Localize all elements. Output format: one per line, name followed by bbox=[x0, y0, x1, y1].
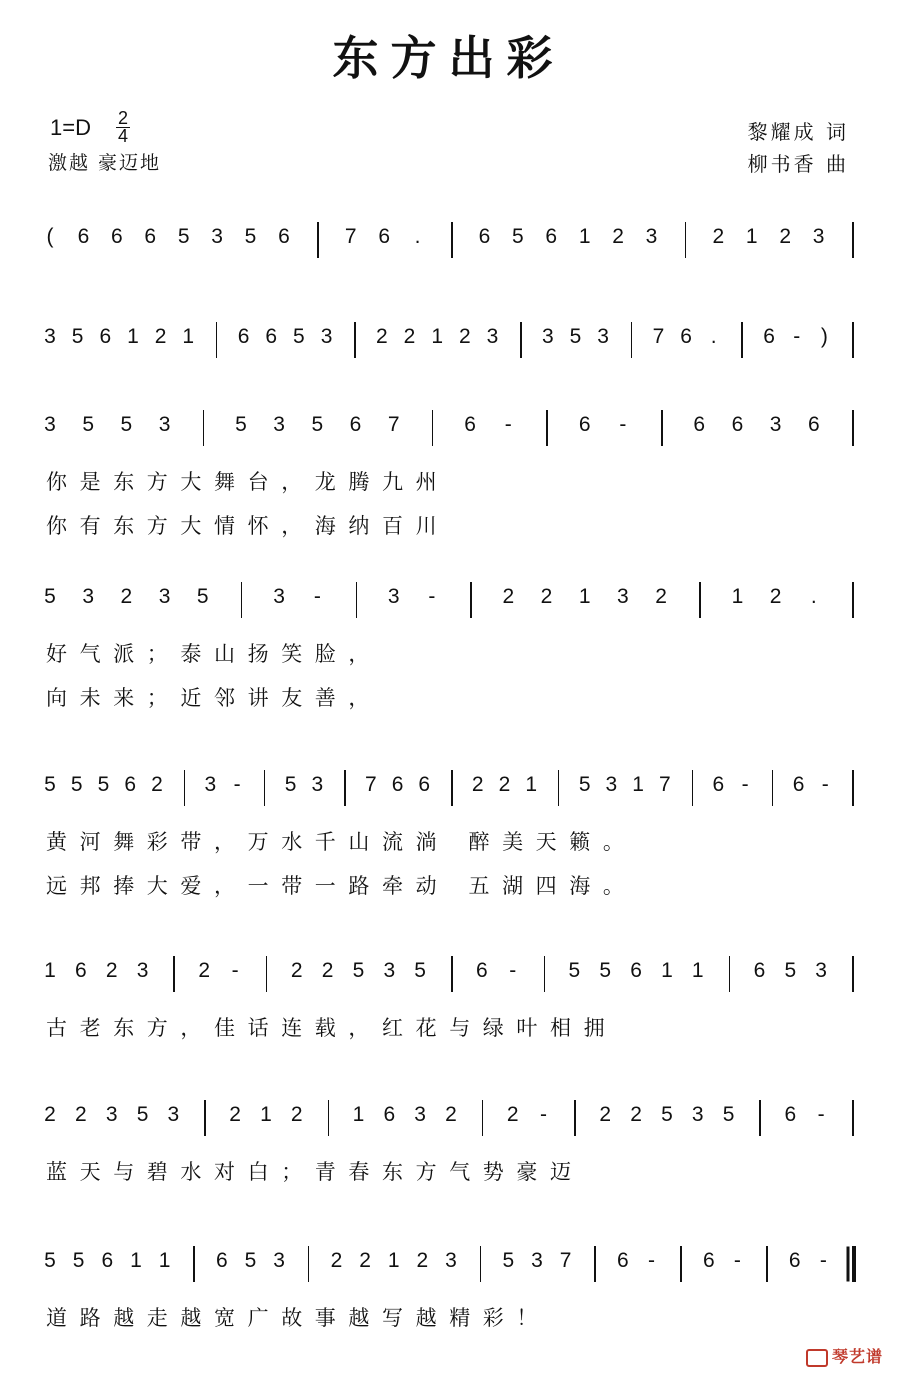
barline bbox=[480, 1246, 482, 1282]
note: 6 bbox=[763, 325, 775, 348]
note: 6 bbox=[807, 413, 820, 436]
note: 5 bbox=[599, 959, 612, 982]
final-barline bbox=[852, 1246, 856, 1282]
note: 5 bbox=[196, 585, 209, 608]
time-signature bbox=[116, 110, 130, 145]
note: 6 bbox=[75, 959, 87, 982]
note: 1 bbox=[352, 1103, 365, 1126]
watermark bbox=[806, 1344, 883, 1367]
barline bbox=[852, 410, 854, 446]
lyric-line-verse-2 bbox=[0, 682, 897, 712]
note: 5 bbox=[568, 959, 581, 982]
note: - bbox=[821, 773, 829, 796]
note: 5 bbox=[97, 773, 110, 796]
lyric-line-verse-1 bbox=[0, 638, 897, 668]
note: 6 bbox=[753, 959, 766, 982]
lyric-text: 蓝天与碧水对白；青春东方气势豪迈 bbox=[46, 1160, 584, 1184]
note: 7 bbox=[364, 773, 377, 796]
barline bbox=[482, 1100, 484, 1136]
note: 2 bbox=[75, 1103, 87, 1126]
note: 6 bbox=[478, 225, 491, 248]
lyric-text: 古老东方，佳话连载，红花与绿叶相拥 bbox=[46, 1016, 618, 1040]
lyric-line-verse-1 bbox=[0, 466, 897, 496]
note: 5 bbox=[82, 413, 95, 436]
note: 3 bbox=[44, 325, 56, 348]
barline bbox=[741, 322, 743, 358]
note: 5 bbox=[311, 413, 324, 436]
note: 2 bbox=[290, 1103, 303, 1126]
note: 1 bbox=[525, 773, 538, 796]
note: 5 bbox=[661, 1103, 673, 1126]
note: 5 bbox=[136, 1103, 149, 1126]
barline bbox=[594, 1246, 596, 1282]
note: 6 bbox=[391, 773, 404, 796]
note: - bbox=[619, 413, 627, 436]
note: 3 bbox=[273, 585, 285, 608]
note: 2 bbox=[376, 325, 388, 348]
barline bbox=[203, 410, 205, 446]
note: 3 bbox=[597, 325, 609, 348]
note: 2 bbox=[655, 585, 667, 608]
note: - bbox=[504, 413, 512, 436]
barline bbox=[661, 410, 663, 446]
barline bbox=[574, 1100, 576, 1136]
note: 5 bbox=[44, 585, 56, 608]
note: 6 bbox=[378, 225, 390, 248]
note: 3 bbox=[815, 959, 827, 982]
note: 2 bbox=[229, 1103, 241, 1126]
note: 6 bbox=[216, 1249, 228, 1272]
note: 6 bbox=[349, 413, 362, 436]
note: 3 bbox=[211, 225, 223, 248]
note: 3 bbox=[273, 413, 285, 436]
barline bbox=[558, 770, 560, 806]
note: 1 bbox=[127, 325, 139, 348]
note: 2 bbox=[506, 1103, 519, 1126]
note: 3 bbox=[204, 773, 217, 796]
note: 6 bbox=[464, 413, 476, 436]
barline bbox=[173, 956, 175, 992]
note: 2 bbox=[630, 1103, 642, 1126]
note: 3 bbox=[486, 325, 499, 348]
note: 6 bbox=[237, 325, 250, 348]
note: 3 bbox=[769, 413, 782, 436]
lyric-text: 远邦捧大爱，一带一路牵动 五湖四海。 bbox=[46, 874, 637, 898]
note: 2 bbox=[612, 225, 624, 248]
note: 6 bbox=[702, 1249, 715, 1272]
barline bbox=[692, 770, 694, 806]
barline bbox=[685, 222, 687, 258]
note: 2 bbox=[321, 959, 334, 982]
key-and-time bbox=[50, 110, 130, 145]
barline bbox=[451, 956, 453, 992]
note: 3 bbox=[320, 325, 333, 348]
note: 2 bbox=[458, 325, 471, 348]
note: 6 bbox=[110, 225, 123, 248]
lyricist-credit: 黎耀成 词 bbox=[747, 120, 849, 144]
barline bbox=[852, 322, 854, 358]
note: 2 bbox=[471, 773, 484, 796]
song-title: 东方出彩 bbox=[332, 31, 565, 85]
barline bbox=[546, 410, 548, 446]
note: 6 bbox=[680, 325, 692, 348]
note: 2 bbox=[330, 1249, 343, 1272]
note: 3 bbox=[387, 585, 400, 608]
note: - bbox=[741, 773, 749, 796]
time-signature-bottom: 4 bbox=[117, 126, 128, 146]
lyric-line-verse-1 bbox=[0, 1302, 897, 1332]
note: 1 bbox=[158, 1249, 171, 1272]
note: 2 bbox=[416, 1249, 429, 1272]
barline bbox=[193, 1246, 195, 1282]
lyric-text: 道路越走越宽广故事越写越精彩！ bbox=[46, 1306, 550, 1330]
note: 6 bbox=[545, 225, 558, 248]
note: 6 bbox=[418, 773, 431, 796]
lyric-text: 你是东方大舞台，龙腾九州 bbox=[46, 470, 450, 494]
note: 1 bbox=[632, 773, 644, 796]
barline bbox=[204, 1100, 206, 1136]
note: 1 bbox=[260, 1103, 272, 1126]
note: 3 bbox=[617, 585, 629, 608]
note: 5 bbox=[511, 225, 524, 248]
note: - bbox=[648, 1249, 655, 1272]
barline bbox=[766, 1246, 768, 1282]
note: 3 bbox=[82, 585, 95, 608]
note: 1 bbox=[431, 325, 444, 348]
lyric-text: 黄河舞彩带，万水千山流淌 醉美天籁。 bbox=[46, 830, 637, 854]
note: 2 bbox=[779, 225, 791, 248]
note: 5 bbox=[177, 225, 190, 248]
barline bbox=[451, 222, 453, 258]
note: - bbox=[509, 959, 517, 982]
lyric-line-verse-1 bbox=[0, 1156, 897, 1186]
barline bbox=[852, 770, 854, 806]
barline bbox=[852, 1100, 854, 1136]
note: 6 bbox=[278, 225, 290, 248]
note: 1 bbox=[578, 225, 591, 248]
note: 6 bbox=[784, 1103, 797, 1126]
note: 2 bbox=[498, 773, 511, 796]
note: 3 bbox=[44, 413, 56, 436]
credits bbox=[748, 116, 849, 180]
notation-line bbox=[0, 592, 897, 632]
note: 3 bbox=[812, 225, 825, 248]
note: 5 bbox=[578, 773, 591, 796]
note: 2 bbox=[502, 585, 515, 608]
note: 5 bbox=[71, 325, 84, 348]
lyric-line-verse-1 bbox=[0, 1012, 897, 1042]
note: 3 bbox=[445, 1249, 457, 1272]
note: - bbox=[733, 1249, 741, 1272]
note: 7 bbox=[559, 1249, 572, 1272]
note: 1 bbox=[44, 959, 56, 982]
lyric-line-verse-1 bbox=[0, 826, 897, 856]
lyric-line-verse-2 bbox=[0, 870, 897, 900]
note: 6 bbox=[731, 413, 744, 436]
time-signature-top: 2 bbox=[117, 108, 128, 128]
barline bbox=[241, 582, 243, 618]
note: 5 bbox=[72, 1249, 85, 1272]
note: 1 bbox=[578, 585, 591, 608]
barline bbox=[266, 956, 268, 992]
note: 2 bbox=[154, 325, 167, 348]
barline bbox=[772, 770, 774, 806]
note: 6 bbox=[99, 325, 112, 348]
note: 7 bbox=[387, 413, 400, 436]
barline bbox=[356, 582, 358, 618]
barline bbox=[432, 410, 434, 446]
composer-credit: 柳书香 曲 bbox=[747, 152, 849, 176]
watermark-text: 琴艺谱 bbox=[831, 1347, 883, 1366]
note: 5 bbox=[293, 325, 305, 348]
note: 3 bbox=[531, 1249, 543, 1272]
note: - bbox=[231, 959, 239, 982]
note: . bbox=[710, 325, 717, 348]
tempo-marking: 激越 豪迈地 bbox=[48, 152, 162, 174]
note: 2 bbox=[445, 1103, 457, 1126]
note: 5 bbox=[502, 1249, 515, 1272]
note: 3 bbox=[414, 1103, 426, 1126]
note: 1 bbox=[745, 225, 758, 248]
note: 7 bbox=[344, 225, 357, 248]
note: 5 bbox=[244, 225, 257, 248]
note: 2 bbox=[105, 959, 118, 982]
lyric-text: 向未来；近邻讲友善， bbox=[46, 686, 382, 710]
note: 6 bbox=[712, 773, 725, 796]
note: 2 bbox=[290, 959, 303, 982]
note: 3 bbox=[541, 325, 554, 348]
note: . bbox=[414, 225, 421, 248]
note: 6 bbox=[792, 773, 805, 796]
note: 5 bbox=[244, 1249, 257, 1272]
note: 6 bbox=[578, 413, 591, 436]
note: 3 bbox=[167, 1103, 180, 1126]
note: 5 bbox=[722, 1103, 735, 1126]
barline bbox=[328, 1100, 330, 1136]
note: 2 bbox=[769, 585, 782, 608]
note: 6 bbox=[630, 959, 642, 982]
note: 5 bbox=[44, 1249, 56, 1272]
barline bbox=[308, 1246, 310, 1282]
note: 6 bbox=[77, 225, 90, 248]
barline bbox=[680, 1246, 682, 1282]
note: 6 bbox=[383, 1103, 396, 1126]
note: 1 bbox=[130, 1249, 142, 1272]
note: 3 bbox=[691, 1103, 704, 1126]
note: 1 bbox=[691, 959, 704, 982]
barline bbox=[729, 956, 731, 992]
note: 5 bbox=[569, 325, 582, 348]
note: - bbox=[428, 585, 436, 608]
notation-line bbox=[0, 420, 897, 460]
barline bbox=[184, 770, 186, 806]
barline bbox=[470, 582, 472, 618]
notation-line bbox=[0, 232, 897, 272]
note: 2 bbox=[540, 585, 553, 608]
note: - bbox=[233, 773, 241, 796]
barline bbox=[852, 956, 854, 992]
note: 2 bbox=[151, 773, 163, 796]
note: . bbox=[810, 585, 817, 608]
barline bbox=[354, 322, 356, 358]
barline bbox=[216, 322, 218, 358]
lyric-line-verse-2 bbox=[0, 510, 897, 540]
note: 6 bbox=[124, 773, 137, 796]
note: 3 bbox=[158, 585, 171, 608]
barline bbox=[852, 582, 854, 618]
barline bbox=[852, 222, 854, 258]
barline bbox=[699, 582, 701, 618]
note: 2 bbox=[599, 1103, 612, 1126]
note: 6 bbox=[788, 1249, 801, 1272]
watermark-logo-icon bbox=[806, 1349, 828, 1367]
barline bbox=[451, 770, 453, 806]
note: ( bbox=[46, 225, 54, 248]
note: - bbox=[819, 1249, 827, 1272]
note: 5 bbox=[784, 959, 797, 982]
note: 5 bbox=[120, 413, 133, 436]
note: 7 bbox=[659, 773, 671, 796]
note: 3 bbox=[311, 773, 324, 796]
note: 3 bbox=[105, 1103, 118, 1126]
barline bbox=[264, 770, 266, 806]
note: 2 bbox=[359, 1249, 371, 1272]
note: 6 bbox=[101, 1249, 114, 1272]
note: 2 bbox=[712, 225, 725, 248]
note: 3 bbox=[158, 413, 171, 436]
note: 1 bbox=[387, 1249, 400, 1272]
note: 1 bbox=[731, 585, 744, 608]
note: 5 bbox=[352, 959, 365, 982]
note: 5 bbox=[70, 773, 83, 796]
key-signature: 1=D bbox=[50, 114, 91, 140]
note: 1 bbox=[661, 959, 673, 982]
note: 5 bbox=[414, 959, 426, 982]
barline bbox=[631, 322, 633, 358]
barline bbox=[520, 322, 522, 358]
note: 5 bbox=[44, 773, 56, 796]
note: 2 bbox=[198, 959, 211, 982]
note: 3 bbox=[383, 959, 396, 982]
note: 3 bbox=[605, 773, 618, 796]
barline bbox=[317, 222, 319, 258]
note: 6 bbox=[144, 225, 157, 248]
note: 2 bbox=[120, 585, 133, 608]
barline bbox=[759, 1100, 761, 1136]
note: 2 bbox=[403, 325, 416, 348]
note: 1 bbox=[182, 325, 195, 348]
note: 6 bbox=[693, 413, 706, 436]
note: 3 bbox=[273, 1249, 285, 1272]
note: - bbox=[540, 1103, 548, 1126]
barline bbox=[544, 956, 546, 992]
note: 2 bbox=[44, 1103, 56, 1126]
note: - bbox=[817, 1103, 825, 1126]
note: 3 bbox=[645, 225, 658, 248]
note: 6 bbox=[265, 325, 278, 348]
note: 5 bbox=[235, 413, 247, 436]
lyric-text: 你有东方大情怀，海纳百川 bbox=[46, 514, 450, 538]
note: - bbox=[793, 325, 801, 348]
lyric-text: 好气派；泰山扬笑脸， bbox=[46, 642, 382, 666]
note: ) bbox=[820, 325, 828, 348]
note: 7 bbox=[652, 325, 665, 348]
note: 3 bbox=[136, 959, 149, 982]
barline bbox=[344, 770, 346, 806]
note: - bbox=[313, 585, 321, 608]
note: 6 bbox=[617, 1249, 629, 1272]
note: 6 bbox=[476, 959, 488, 982]
note: 5 bbox=[284, 773, 297, 796]
